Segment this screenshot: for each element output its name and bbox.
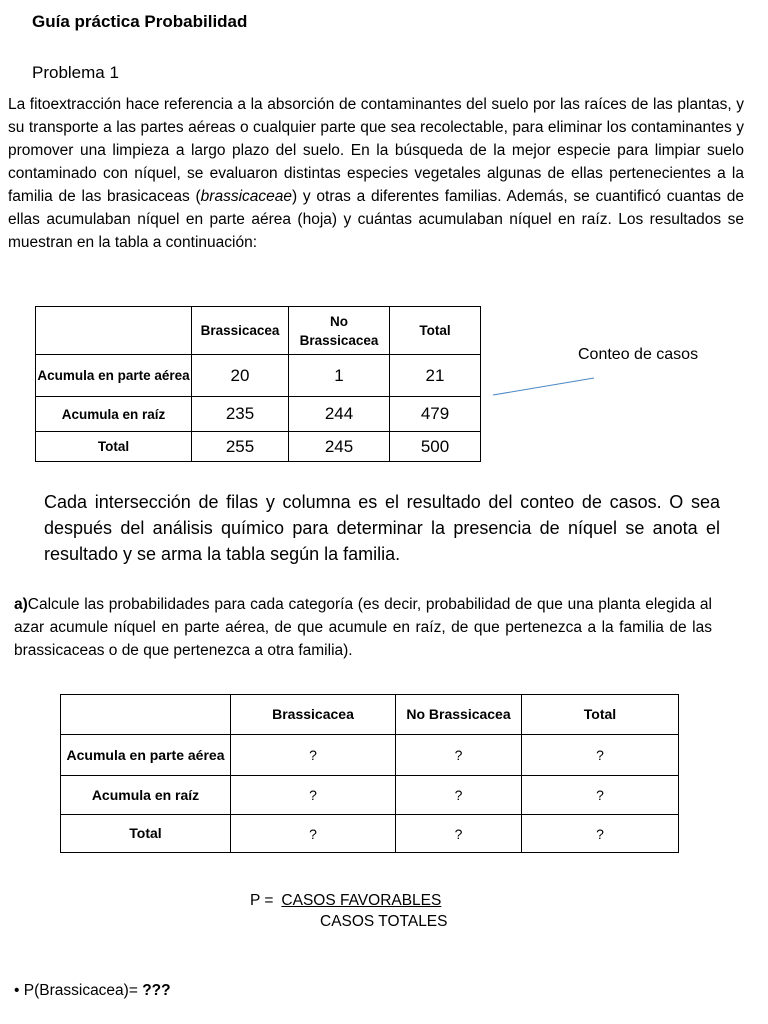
row-label: Acumula en raíz xyxy=(36,397,192,432)
formula-lhs: P = xyxy=(250,892,274,909)
row-label: Acumula en parte aérea xyxy=(36,355,192,397)
formula-numerator-row xyxy=(250,892,510,910)
table-row xyxy=(61,735,679,776)
table-cell: ? xyxy=(396,735,522,776)
table-row xyxy=(61,776,679,815)
row-label: Acumula en parte aérea xyxy=(61,735,231,776)
callout-label: Conteo de casos xyxy=(578,346,699,363)
table-cell: 245 xyxy=(289,432,390,462)
bullet-item xyxy=(14,982,171,1000)
table-cell: 235 xyxy=(192,397,289,432)
table-row xyxy=(61,815,679,853)
formula-denominator: CASOS TOTALES xyxy=(320,913,448,930)
bullet-text: P(Brassicacea)= xyxy=(23,982,143,999)
table-cell: ? xyxy=(396,776,522,815)
probability-table xyxy=(60,694,679,853)
table-cell: ? xyxy=(522,735,679,776)
table-cell: ? xyxy=(522,776,679,815)
table-header-cell: Brassicacea xyxy=(231,695,396,735)
table-row xyxy=(36,397,481,432)
table-header-row xyxy=(36,307,481,355)
table-cell: ? xyxy=(231,815,396,853)
table-cell: 244 xyxy=(289,397,390,432)
table-header-cell: Total xyxy=(390,307,481,355)
table-header-cell: Brassicacea xyxy=(192,307,289,355)
intro-italic-term: brassicaceae xyxy=(200,188,292,205)
callout-line xyxy=(490,372,600,400)
row-label: Acumula en raíz xyxy=(61,776,231,815)
table-cell: 21 xyxy=(390,355,481,397)
problem-heading: Problema 1 xyxy=(32,63,119,82)
table-cell: ? xyxy=(522,815,679,853)
bullet-answer: ??? xyxy=(142,982,171,999)
table-header-cell: No Brassicacea xyxy=(396,695,522,735)
intro-paragraph xyxy=(8,93,744,254)
table-header-cell xyxy=(61,695,231,735)
table-cell: ? xyxy=(231,735,396,776)
table-cell: ? xyxy=(231,776,396,815)
intro-text: La fitoextracción hace referencia a la absorción de contaminantes del suelo por las raíces de las plantas, y su transporte a las partes aéreas o cualquier parte que sea recolectable, para eliminar los contaminantes y promover una limpieza a largo plazo del suelo. En la búsqueda de la mejor especie para limpiar suelo contaminado con níquel, se evaluaron distintas especies vegetales algunas de ellas pertenecientes a la familia de las brasicaceas ( xyxy=(8,96,744,205)
counts-table xyxy=(35,306,481,462)
probability-formula xyxy=(250,892,510,931)
table-row xyxy=(36,355,481,397)
row-label: Total xyxy=(36,432,192,462)
question-a xyxy=(14,593,712,662)
table-header-row xyxy=(61,695,679,735)
table-cell: 1 xyxy=(289,355,390,397)
table-header-cell xyxy=(36,307,192,355)
table-header-cell: No Brassicacea xyxy=(289,307,390,355)
bullet-marker: • xyxy=(14,982,20,999)
row-label: Total xyxy=(61,815,231,853)
table-cell: 479 xyxy=(390,397,481,432)
table-cell: 20 xyxy=(192,355,289,397)
question-a-text: Calcule las probabilidades para cada categoría (es decir, probabilidad de que una planta elegida al azar acumule níquel en parte aérea, de que acumule en raíz, de que pertenezca a la familia de las brassicaceas o de que pertenezca a otra familia). xyxy=(14,596,712,659)
question-a-prefix: a) xyxy=(14,596,28,613)
table-header-cell: Total xyxy=(522,695,679,735)
page-title: Guía práctica Probabilidad xyxy=(32,12,248,31)
table-row xyxy=(36,432,481,462)
formula-numerator: CASOS FAVORABLES xyxy=(281,892,442,909)
table-cell: ? xyxy=(396,815,522,853)
note-paragraph: Cada intersección de filas y columna es el resultado del conteo de casos. O sea después del análisis químico para determinar la presencia de níquel se anota el resultado y se arma la tabla según la familia. xyxy=(44,492,720,564)
table-cell: 500 xyxy=(390,432,481,462)
table-cell: 255 xyxy=(192,432,289,462)
intro-text-end: ) y otras a diferentes familias. Además, se cuantificó cuantas de ellas acumulaban níquel en parte aérea (hoja) y cuántas acumulaban níquel en raíz. Los resultados se muestran en la tabla a continuación: xyxy=(8,188,744,251)
